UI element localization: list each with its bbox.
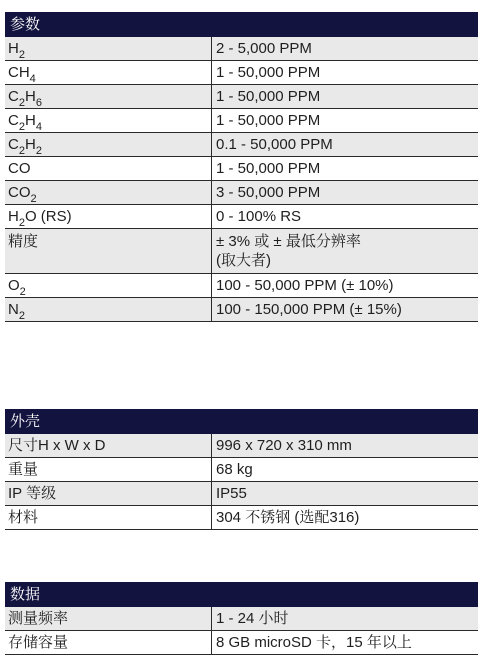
row-value — [212, 109, 478, 132]
value-text: 1 - 50,000 PPM — [216, 112, 321, 129]
value-text: ± 3% 或 ± 最低分辨率 — [216, 233, 361, 250]
label-text: O — [8, 277, 20, 294]
label-text: CH — [8, 64, 30, 81]
label-subscript: 2 — [35, 145, 42, 157]
table-row — [5, 229, 478, 274]
value-text: 304 不锈钢 (选配316) — [216, 509, 360, 526]
table-row — [5, 181, 478, 205]
label-subscript: 2 — [18, 310, 25, 322]
enclosure-table — [5, 409, 478, 530]
value-text: 2 - 5,000 PPM — [216, 40, 312, 57]
row-label — [5, 607, 212, 630]
value-text: 8 GB microSD 卡，15 年以上 — [216, 634, 412, 651]
row-value — [212, 274, 478, 297]
row-label — [5, 109, 212, 132]
row-label — [5, 434, 212, 457]
label-subscript: 4 — [35, 121, 42, 133]
row-value — [212, 37, 478, 60]
value-text: 100 - 50,000 PPM (± 10%) — [216, 277, 394, 294]
table-row — [5, 482, 478, 506]
label-subscript: 2 — [19, 286, 26, 298]
label-text: N — [8, 301, 19, 318]
label-subscript: 2 — [18, 49, 25, 61]
row-label — [5, 181, 212, 204]
table-row — [5, 37, 478, 61]
table-row — [5, 61, 478, 85]
row-label — [5, 229, 212, 273]
row-value — [212, 434, 478, 457]
label-text: H — [24, 136, 36, 153]
value-text: 100 - 150,000 PPM (± 15%) — [216, 301, 402, 318]
table-row — [5, 458, 478, 482]
value-text: 1 - 50,000 PPM — [216, 64, 321, 81]
table-body — [5, 434, 478, 530]
table-header: 参数 — [5, 12, 478, 37]
row-label — [5, 631, 212, 654]
label-text: CO — [8, 160, 31, 177]
label-text: 重量 — [8, 461, 39, 478]
table-body — [5, 37, 478, 322]
params-table — [5, 12, 478, 322]
row-label — [5, 157, 212, 180]
table-row — [5, 631, 478, 655]
label-subscript: 2 — [30, 193, 37, 205]
label-text: IP 等级 — [8, 485, 57, 502]
row-value — [212, 506, 478, 529]
row-value — [212, 181, 478, 204]
label-text: C — [8, 136, 19, 153]
label-text: O (RS) — [24, 208, 72, 225]
row-value — [212, 157, 478, 180]
row-label — [5, 133, 212, 156]
label-text: 精度 — [8, 233, 39, 250]
value-text: IP55 — [216, 485, 247, 502]
row-value — [212, 607, 478, 630]
label-text: 尺寸H x W x D — [8, 437, 106, 454]
value-text: 1 - 50,000 PPM — [216, 160, 321, 177]
row-label — [5, 482, 212, 505]
label-text: 材料 — [8, 509, 39, 526]
label-text: H — [24, 88, 36, 105]
row-label — [5, 298, 212, 321]
row-value — [212, 298, 478, 321]
row-label — [5, 458, 212, 481]
table-row — [5, 133, 478, 157]
row-label — [5, 506, 212, 529]
value-text: 68 kg — [216, 461, 253, 478]
row-label — [5, 61, 212, 84]
value-text: 0.1 - 50,000 PPM — [216, 136, 333, 153]
row-label — [5, 85, 212, 108]
value-text: 996 x 720 x 310 mm — [216, 437, 352, 454]
label-subscript: 6 — [35, 97, 42, 109]
label-subscript: 2 — [18, 145, 25, 157]
label-text: H — [8, 208, 19, 225]
table-row — [5, 205, 478, 229]
label-text: CO — [8, 184, 31, 201]
row-label — [5, 274, 212, 297]
table-row — [5, 85, 478, 109]
label-text: 存储容量 — [8, 634, 69, 651]
label-text: H — [24, 112, 36, 129]
row-value — [212, 133, 478, 156]
row-value — [212, 205, 478, 228]
row-value — [212, 229, 478, 273]
value-text: 1 - 50,000 PPM — [216, 88, 321, 105]
label-subscript: 2 — [18, 97, 25, 109]
row-value — [212, 85, 478, 108]
label-subscript: 4 — [29, 73, 36, 85]
table-row — [5, 109, 478, 133]
value-text: 3 - 50,000 PPM — [216, 184, 321, 201]
label-subscript: 2 — [18, 217, 25, 229]
row-value — [212, 458, 478, 481]
row-value — [212, 482, 478, 505]
data-table — [5, 582, 478, 655]
row-value — [212, 631, 478, 654]
value-text: 1 - 24 小时 — [216, 610, 289, 627]
table-row — [5, 274, 478, 298]
table-row — [5, 607, 478, 631]
value-text-line2: (取大者) — [216, 252, 271, 269]
table-row — [5, 298, 478, 322]
row-label — [5, 205, 212, 228]
row-label — [5, 37, 212, 60]
table-row — [5, 157, 478, 181]
table-row — [5, 434, 478, 458]
label-text: 测量频率 — [8, 610, 69, 627]
label-text: C — [8, 112, 19, 129]
label-subscript: 2 — [18, 121, 25, 133]
label-text: C — [8, 88, 19, 105]
table-header: 外壳 — [5, 409, 478, 434]
table-header: 数据 — [5, 582, 478, 607]
row-value — [212, 61, 478, 84]
value-text: 0 - 100% RS — [216, 208, 302, 225]
table-body — [5, 607, 478, 655]
table-row — [5, 506, 478, 530]
label-text: H — [8, 40, 19, 57]
